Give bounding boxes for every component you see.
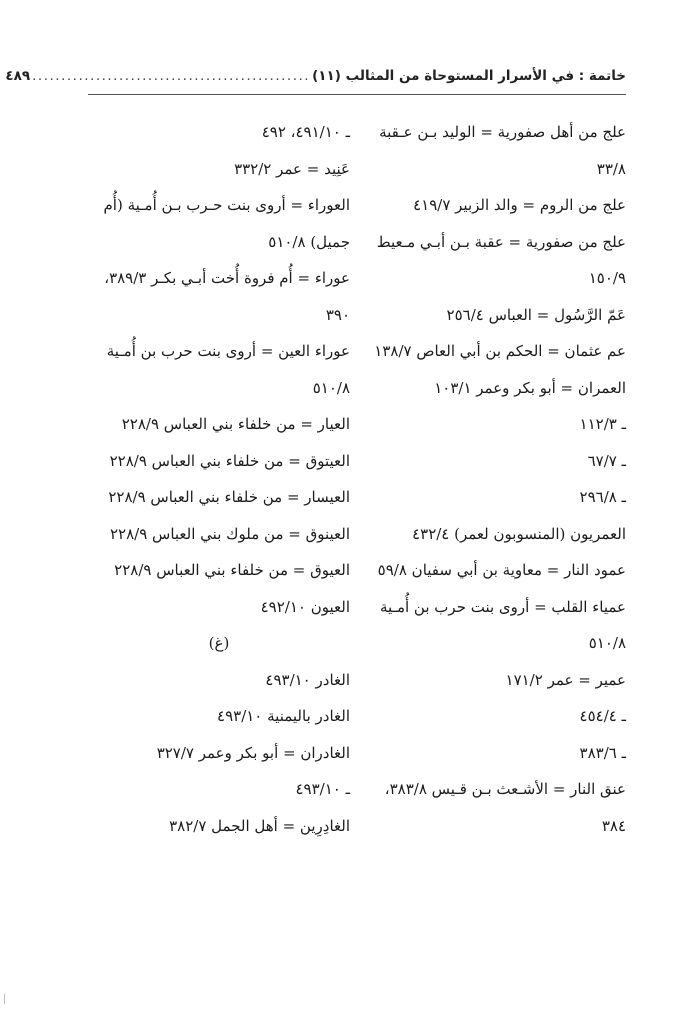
index-entry: عوراء العين = أروى بنت حرب بن أُمـية (106, 342, 350, 360)
index-entry: الغادر ٤٩٣/١٠ (265, 670, 350, 689)
index-entry: ـ ٤٩٣/١٠ (295, 780, 350, 798)
index-entry: ٣٨٤ (601, 816, 626, 835)
page-number: ٤٨٩ (5, 68, 31, 84)
index-column-left (88, 114, 350, 844)
index-entry: ٣٣/٨ (596, 159, 626, 178)
index-entry: العمريون (المنسوبون لعمر) ٤٣٢/٤ (412, 524, 626, 543)
header-rule (88, 94, 626, 95)
index-entry: العيوق = من خلفاء بني العباس ٢٢٨/٩ (114, 561, 350, 579)
index-entry: علج من الروم = والد الزبير ٤١٩/٧ (413, 196, 626, 214)
running-header (5, 68, 626, 90)
index-entry: العوراء = أروى بنت حـرب بـن أُمـية (أُم (103, 196, 350, 214)
index-entry: عمياء القلب = أروى بنت حرب بن أُمـية (380, 597, 626, 616)
index-entry: عوراء = أُم فروة أُخت أبـي بكـر ٣٨٩/٣، (104, 269, 350, 287)
header-title: خاتمة : في الأسرار المستوحاة من المثالب (١١) (312, 68, 626, 84)
index-entry: ـ ١١٢/٣ (579, 415, 626, 433)
index-entry: ٣٩٠ (325, 305, 350, 324)
index-entry: ـ ٦٧/٧ (587, 451, 626, 470)
index-entry: عم عثمان = الحكم بن أبي العاص ١٣٨/٧ (374, 342, 626, 360)
index-entry: ـ ٣٨٣/٦ (579, 743, 626, 762)
index-entry: عمود النار = معاوية بن أبي سفيان ٥٩/٨ (377, 561, 626, 579)
index-entry: الغادر باليمنية ٤٩٣/١٠ (217, 707, 350, 725)
index-entry: علج من أهل صفورية = الوليد بـن عـقبة (379, 123, 626, 141)
index-entry: علج من صفورية = عقبة بـن أبـي مـعيط (376, 232, 626, 251)
index-entry: ٥١٠/٨ (312, 378, 350, 397)
index-entry: العيون ٤٩٢/١٠ (260, 597, 350, 616)
index-column-right (364, 114, 626, 844)
index-entry: الغادران = أبو بكر وعمر ٣٢٧/٧ (156, 743, 350, 762)
index-entry: ٥١٠/٨ (588, 634, 626, 652)
index-entry: العينوق = من ملوك بني العباس ٢٢٨/٩ (109, 524, 350, 543)
index-entry: العيسار = من خلفاء بني العباس ٢٢٨/٩ (108, 488, 350, 506)
index-entry: عمير = عمر ١٧١/٢ (505, 670, 626, 689)
section-letter-heading: (غ) (208, 634, 230, 652)
index-entry: ـ ٤٥٤/٤ (579, 707, 626, 725)
index-entry: عَمّ الرَّسُول = العباس ٢٥٦/٤ (446, 305, 626, 324)
index-entry: ـ ٤٩١/١٠، ٤٩٢ (261, 123, 350, 141)
index-entry: العيتوق = من خلفاء بني العباس ٢٢٨/٩ (109, 451, 350, 470)
scan-mark (4, 994, 5, 1004)
index-entry: العيار = من خلفاء بني العباس ٢٢٨/٩ (121, 415, 350, 433)
index-entry: عَنِيد = عمر ٣٣٢/٢ (234, 159, 350, 178)
index-entry: الغادِرِين = أهل الجمل ٣٨٢/٧ (169, 816, 350, 835)
index-entry: جميل) ٥١٠/٨ (268, 232, 350, 251)
index-entry: ـ ٢٩٦/٨ (579, 488, 626, 506)
index-entry: العمران = أبو بكر وعمر ١٠٣/١ (434, 378, 626, 397)
header-leader-dots: ................................................ (32, 68, 311, 84)
index-entry: ١٥٠/٩ (588, 269, 626, 287)
index-entry: عنق النار = الأشـعث بـن قـيس ٣٨٣/٨، (384, 780, 626, 798)
